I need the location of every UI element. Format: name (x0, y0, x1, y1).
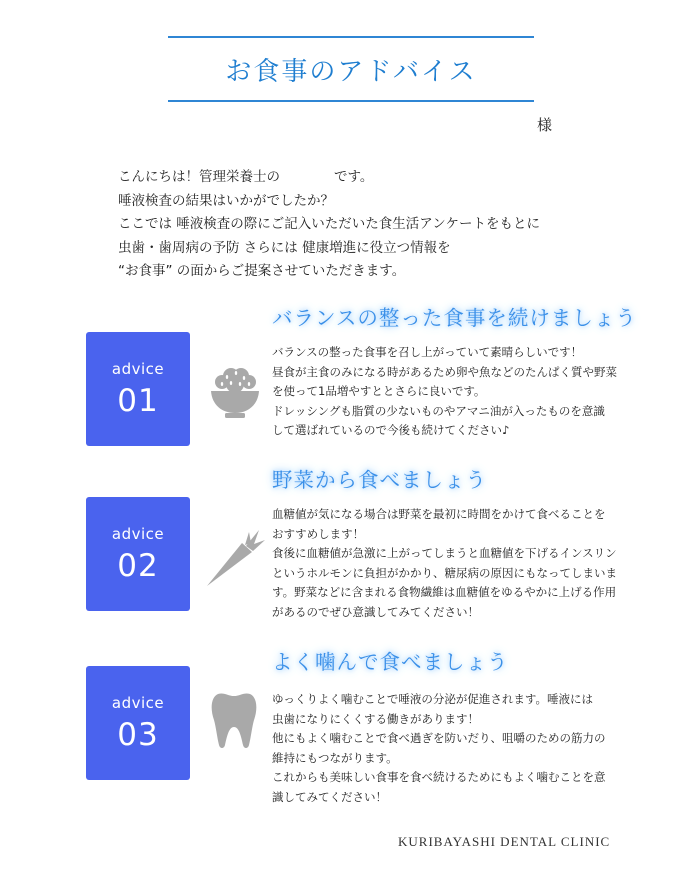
advice-heading: 野菜から食べましょう (272, 468, 487, 492)
title-top-rule (168, 36, 534, 38)
intro-line: こんにちは！管理栄養士の です。 (118, 169, 374, 185)
advice-badge-label: advice (111, 525, 165, 543)
advice-heading: よく噛んで食べましょう (272, 650, 509, 674)
page-title: お食事のアドバイス (225, 57, 477, 87)
tooth-icon (209, 691, 259, 751)
carrot-icon (201, 524, 267, 590)
intro-line: ここでは 唾液検査の際にご記入いただいた食生活アンケートをもとに (118, 216, 540, 232)
intro-line: “お食事” の面からご提案させていただきます。 (118, 263, 406, 279)
advice-badge-label: advice (111, 694, 165, 712)
honorific: 様 (537, 116, 553, 134)
advice-badge-number: 01 (117, 383, 159, 419)
advice-badge-02 (86, 497, 190, 611)
intro-text (118, 166, 540, 284)
clinic-name: KURIBAYASHI DENTAL CLINIC (398, 834, 611, 849)
advice-badge-03 (86, 666, 190, 780)
title-bottom-rule (168, 100, 534, 102)
advice-heading: バランスの整った食事を続けましょう (272, 306, 637, 330)
advice-body: ゆっくりよく噛むことで唾液の分泌が促進されます。唾液には 虫歯になりにくくする働きがあります！ 他にもよく噛むことで食べ過ぎを防いだり、咀嚼のための筋力の 維持にもつながります。 これからも美味しい食事を食べ続けるためにもよく噛むことを意 識してみてください！ (272, 692, 606, 804)
advice-badge-number: 03 (117, 717, 159, 753)
advice-badge-number: 02 (117, 548, 159, 584)
advice-badge-01 (86, 332, 190, 446)
intro-line: 虫歯・歯周病の予防 さらには 健康増進に役立つ情報を (118, 239, 451, 256)
advice-body: 血糖値が気になる場合は野菜を最初に時間をかけて食べることを おすすめします！ 食後に血糖値が急激に上がってしまうと血糖値を下げるインスリン というホルモンに負担がかかり、糖尿病の原因にもなってしまいま す。野菜などに含まれる食物繊維は血糖値をゆるやかに上げる作用 があるのでぜひ意識してみてください！ (272, 507, 617, 619)
advice-body: バランスの整った食事を召し上がっていて素晴らしいです！ 昼食が主食のみになる時があるため卵や魚などのたんぱく質や野菜 を使って1品増やすととさらに良いです。 ドレッシングも脂質の少ないものやアマニ油が入ったものを意識 して選ばれているので今後も続けてください♪ (272, 345, 617, 438)
advice-badge-label: advice (111, 360, 165, 378)
intro-line: 唾液検査の結果はいかがでしたか？ (118, 192, 334, 209)
rice-bowl-icon (205, 364, 265, 420)
